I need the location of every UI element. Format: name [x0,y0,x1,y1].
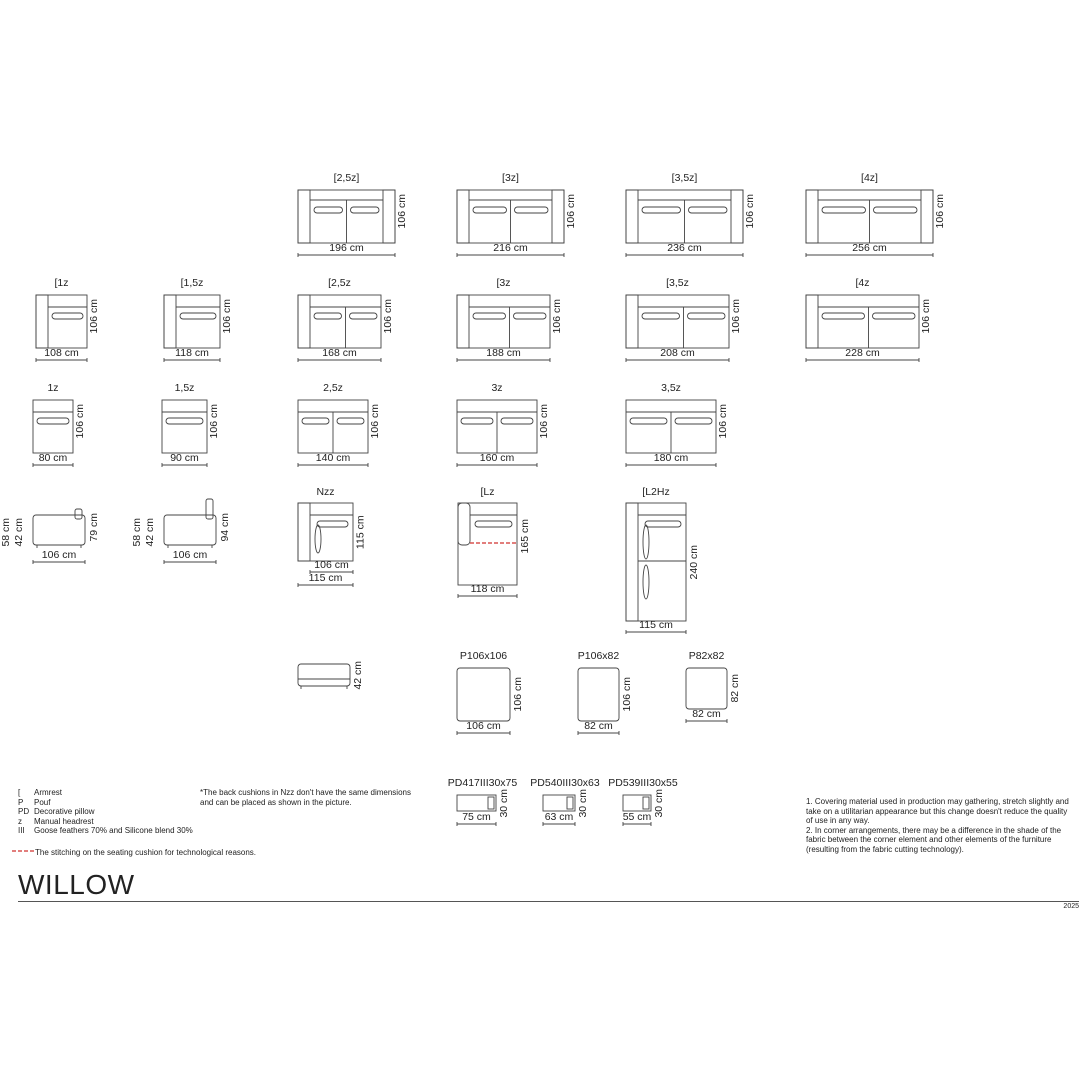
pillow-width-2: 55 cm [622,811,652,823]
pillow-tag-1 [567,797,573,809]
note-line: fabric between the corner element and other elements of the furniture [806,835,1052,845]
side-leg-0: 42 cm [12,517,25,547]
corner-lz-headrest [475,521,512,527]
row3-sofa-0-headrest-0 [37,418,69,424]
row2-sofa-5-arm-left [806,295,818,348]
row2-sofa-3-arm-left [457,295,469,348]
legend-row [18,826,193,836]
row1-sofa-2-arm-right [731,190,743,243]
brand-title: WILLOW [18,869,135,900]
row3-code-1: 1,5z [174,382,195,394]
row2-sofa-5-frame [806,295,919,348]
note-line: (resulting from the fabric cutting technology). [806,844,964,854]
side-view-0-body [33,515,85,545]
row3-sofa-3-headrest-1 [501,418,533,424]
row1-depth-0: 106 cm [395,194,408,229]
row1-sofa-2-headrest-0 [642,207,681,213]
row3-width-4: 180 cm [653,452,689,464]
row3-width-3: 160 cm [479,452,515,464]
corner-nzz-frame [298,503,353,561]
legend-row [18,788,193,798]
pillow-height-1: 30 cm [576,788,589,818]
side-back-0: 79 cm [87,512,100,542]
legend-key: z [18,816,22,826]
row2-sofa-3-headrest-1 [514,313,547,319]
row3-sofa-2-headrest-1 [337,418,364,424]
row1-sofa-2-headrest-1 [689,207,728,213]
legend-label: Manual headrest [34,816,94,826]
row1-depth-1: 106 cm [564,194,577,229]
row1-code-2: [3,5z] [671,172,698,184]
stitch-note: The stitching on the seating cushion for technological reasons. [35,848,257,857]
legend-label: Armrest [34,788,62,797]
pouf-width-0: 106 cm [466,720,501,732]
legend-key: PD [18,807,30,817]
side-seat-1: 58 cm [130,517,143,547]
back-cushion-note-line2: and can be placed as shown in the picture. [200,798,352,807]
row3-code-2: 2,5z [323,382,343,394]
row3-sofa-3-headrest-0 [461,418,493,424]
corner-nzz-headrest-side [315,525,321,553]
corner-nzz-code: Nzz [316,486,335,498]
row2-sofa-3-headrest-0 [473,313,506,319]
row3-code-3: 3z [491,382,503,394]
corner-l2hz-depth: 240 cm [687,544,700,579]
stitch-line-sample [12,849,34,853]
legend-label: Pouf [34,797,51,807]
row2-width-4: 208 cm [660,347,695,359]
row2-sofa-4-headrest-1 [688,313,726,319]
side-width-1: 106 cm [172,549,208,561]
row3-sofa-2-headrest-0 [302,418,329,424]
row1-sofa-3-arm-right [921,190,933,243]
row2-sofa-4-frame [626,295,729,348]
row1-width-1: 216 cm [493,242,528,254]
corner-lz-arm [458,503,470,545]
pouf-0 [457,668,510,721]
row2-code-2: [2,5z [328,277,351,289]
row1-sofa-0-headrest-1 [351,207,380,213]
row1-code-3: [4z] [861,172,878,184]
corner-l2hz-code: [L2Hz [642,486,670,498]
material-notes [806,797,1069,855]
row2-sofa-2-arm-left [298,295,310,348]
row2-code-0: [1z [54,277,69,289]
row2-sofa-1-headrest-0 [180,313,216,319]
back-cushion-note-line1: *The back cushions in Nzz don't have the same dimensions [200,788,411,797]
row3-code-4: 3,5z [661,382,681,394]
row2-sofa-4-arm-left [626,295,638,348]
footer-rule [18,901,1079,902]
note-line: 1. Covering material used in production may gathering, stretch slightly and [806,797,1069,806]
row2-width-0: 108 cm [44,347,79,359]
row2-sofa-5-headrest-1 [873,313,916,319]
corner-lz-depth: 165 cm [518,518,531,553]
pillow-code-2: PD539III30x55 [608,777,678,789]
corner-l2hz-headrest-side-2 [643,565,649,599]
pouf-1 [578,668,619,721]
row1-sofa-0-headrest-0 [314,207,343,213]
row2-width-5: 228 cm [845,347,880,359]
row2-sofa-4-headrest-0 [642,313,680,319]
pouf-side-height: 42 cm [351,660,364,690]
legend-row [18,798,193,808]
row3-sofa-1-headrest-0 [166,418,203,424]
row3-depth-1: 106 cm [207,404,220,439]
side-leg-1: 42 cm [143,517,156,547]
pillow-height-2: 30 cm [652,788,665,818]
row2-sofa-0-arm-left [36,295,48,348]
row2-code-4: [3,5z [666,277,689,289]
pouf-depth-1: 106 cm [620,677,633,712]
row1-sofa-2-arm-left [626,190,638,243]
side-view-1-headrest [206,499,213,519]
row2-depth-5: 106 cm [919,299,932,334]
pouf-code-2: P82x82 [688,650,725,662]
row1-width-0: 196 cm [329,242,364,254]
corner-l2hz-back-left [626,503,638,621]
side-view-1-body [164,515,216,545]
row1-sofa-1-headrest-0 [473,207,507,213]
pillow-code-0: PD417III30x75 [447,777,518,789]
row2-code-5: [4z [855,277,870,289]
row1-code-0: [2,5z] [333,172,360,184]
corner-nzz-width2: 115 cm [308,572,343,584]
pouf-2 [686,668,727,709]
legend-key: III [18,826,25,836]
row1-sofa-0-arm-right [383,190,395,243]
row2-sofa-2-headrest-1 [350,313,378,319]
row2-sofa-0-headrest-0 [52,313,83,319]
legend-label: Goose feathers 70% and Silicone blend 30% [34,826,193,836]
corner-nzz-depth: 115 cm [354,514,367,549]
pouf-side-body [298,664,350,686]
row2-code-3: [3z [496,277,511,289]
side-width-0: 106 cm [41,549,77,561]
row2-depth-4: 106 cm [729,299,742,334]
row3-depth-2: 106 cm [368,404,381,439]
note-line: of use in any way. [806,816,870,826]
row1-depth-2: 106 cm [743,194,756,229]
row3-width-2: 140 cm [315,452,351,464]
row3-depth-3: 106 cm [537,404,550,439]
row1-width-2: 236 cm [667,242,702,254]
row3-depth-0: 106 cm [73,404,86,439]
row1-code-1: [3z] [502,172,519,184]
corner-nzz-back-left [298,503,310,561]
row2-sofa-1-arm-left [164,295,176,348]
legend-row [18,807,193,817]
legend-key: P [18,797,24,807]
row2-sofa-2-frame [298,295,381,348]
row2-sofa-0-frame [36,295,87,348]
row1-sofa-1-headrest-1 [515,207,549,213]
legend-key: [ [18,788,21,797]
row1-width-3: 256 cm [852,242,887,254]
row1-depth-3: 106 cm [933,194,946,229]
row2-sofa-2-headrest-0 [314,313,342,319]
pouf-depth-0: 106 cm [511,677,524,712]
row3-width-1: 90 cm [170,452,199,464]
row1-sofa-1-arm-left [457,190,469,243]
note-line: take on a utilitarian appearance but this change doesn't reduce the quality [806,806,1068,816]
row2-depth-0: 106 cm [87,299,100,334]
row3-sofa-1-frame [162,400,207,453]
pillow-width-1: 63 cm [544,811,574,823]
row2-code-1: [1,5z [180,277,204,289]
row2-sofa-5-headrest-0 [822,313,865,319]
row1-sofa-3-headrest-0 [822,207,866,213]
row2-depth-1: 106 cm [220,299,233,334]
row1-sofa-1-arm-right [552,190,564,243]
row3-width-0: 80 cm [38,452,68,464]
corner-lz-width: 118 cm [470,583,505,595]
row1-sofa-3-arm-left [806,190,818,243]
legend-label: Decorative pillow [34,807,95,817]
pillow-width-0: 75 cm [462,811,491,823]
row2-width-2: 168 cm [322,347,357,359]
pouf-depth-2: 82 cm [728,673,741,703]
row3-sofa-4-headrest-0 [630,418,667,424]
pillow-height-0: 30 cm [497,788,510,818]
row2-depth-3: 106 cm [550,299,563,334]
row3-sofa-4-headrest-1 [675,418,712,424]
pillow-tag-0 [488,797,494,809]
legend-row [18,817,193,827]
pillow-tag-2 [643,797,649,809]
corner-nzz-width1: 106 cm [314,559,349,571]
corner-nzz-headrest-top [317,521,348,527]
note-line: 2. In corner arrangements, there may be a difference in the shade of the [806,825,1062,835]
year: 2025 [1063,903,1079,910]
side-view-0-headrest [75,509,82,519]
corner-l2hz-headrest-side-1 [643,525,649,559]
row2-sofa-3-frame [457,295,550,348]
pouf-code-1: P106x82 [577,650,620,662]
legend [18,788,193,836]
corner-lz-code: [Lz [480,486,495,498]
row1-sofa-0-arm-left [298,190,310,243]
row2-sofa-1-frame [164,295,220,348]
row3-depth-4: 106 cm [716,404,729,439]
side-back-1: 94 cm [218,512,231,542]
row1-sofa-3-headrest-1 [874,207,918,213]
row2-width-3: 188 cm [486,347,521,359]
pouf-code-0: P106x106 [459,650,508,662]
row2-width-1: 118 cm [175,347,209,359]
pouf-width-2: 82 cm [692,708,721,720]
row3-code-0: 1z [47,382,59,394]
corner-l2hz-headrest-top [645,521,681,527]
row3-sofa-0-frame [33,400,73,453]
pouf-width-1: 82 cm [584,720,613,732]
row2-depth-2: 106 cm [381,299,394,334]
side-seat-0: 58 cm [0,517,12,547]
pillow-code-1: PD540III30x63 [530,777,600,789]
corner-l2hz-width: 115 cm [639,619,673,631]
